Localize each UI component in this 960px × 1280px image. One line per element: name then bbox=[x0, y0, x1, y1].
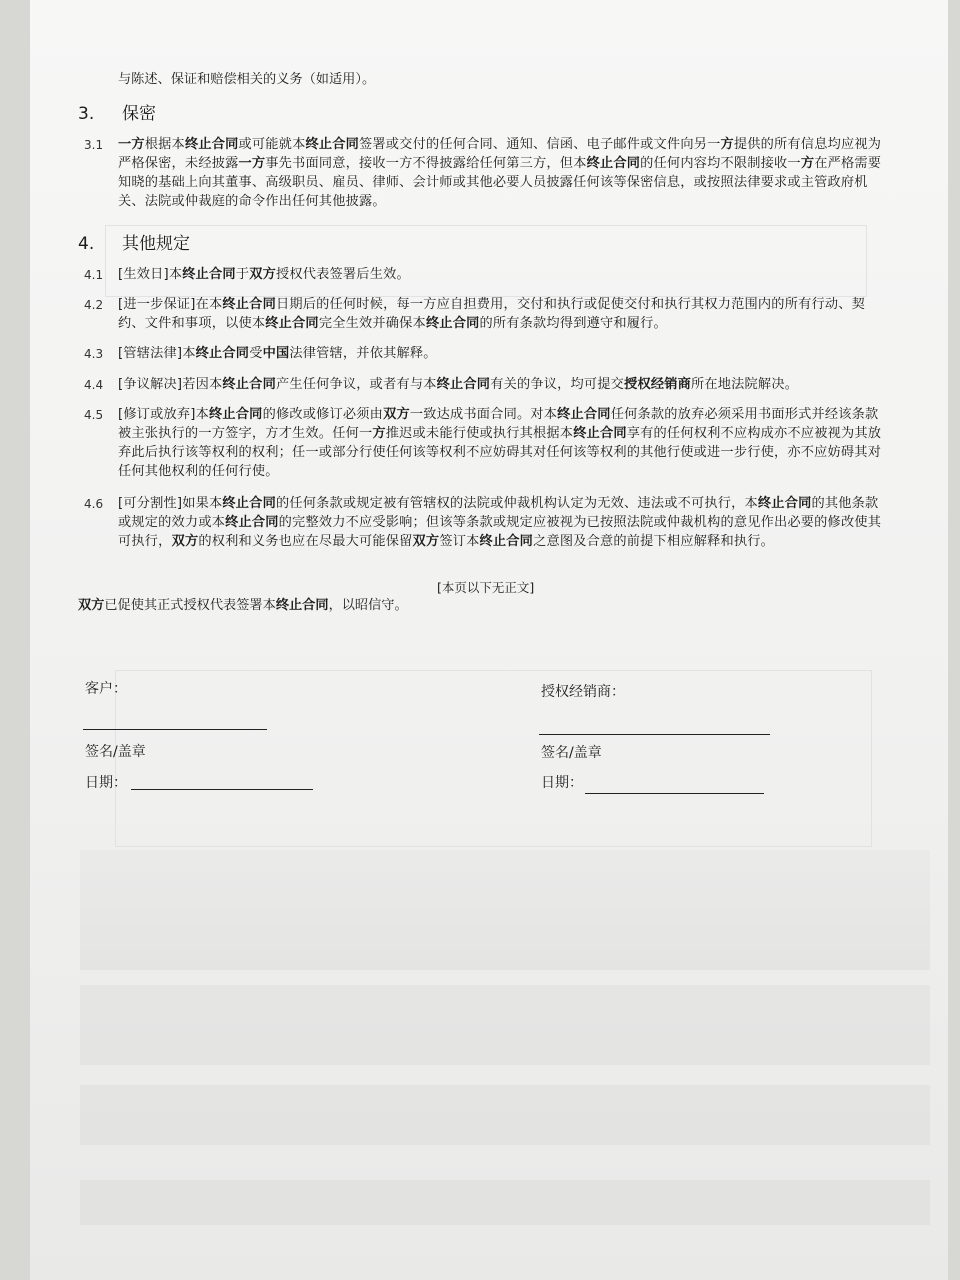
clause-4-5-text: [修订或放弃]本终止合同的修改或修订必须由双方一致达成书面合同。对本终止合同任何条款的放弃必须采用书面形式并经该条款 被主张执行的一方签字，方才生效。任何一方推迟或未能行使或执行其根据本终止合同享有的任何权利不应构成亦不应被视为其放 弃此后执行该等权利的权利；任一或部分行使任何该等权利不应妨碍其对任何该等权利的其他行使或进一步行使，亦不应妨碍其对 任何其他权利的任何行使。 bbox=[118, 407, 882, 479]
clause-number: 4.5 bbox=[84, 408, 104, 422]
intro-line: 与陈述、保证和赔偿相关的义务（如适用）。 bbox=[118, 72, 376, 87]
dealer-signature-line[interactable] bbox=[539, 734, 770, 735]
clause-3-1-text: 一方根据本终止合同或可能就本终止合同签署或交付的任何合同、通知、信函、电子邮件或文件向另一方提供的所有信息均应视为 严格保密，未经披露一方事先书面同意，接收一方不得披露给任何第三方，但本终止合同的任何内容均不限制接收一方在严格需要 知晓的基础上向其董事、高级职员、雇员、律师、会计师或其他必要人员披露任何该等保密信息，或按照法律要求或主管政府机 关、法院或仲裁庭的命令作出任何其他披露。 bbox=[118, 137, 882, 209]
clause-number: 4.2 bbox=[84, 298, 104, 312]
dealer-date-label: 日期： bbox=[541, 775, 583, 791]
customer-signature-line[interactable] bbox=[83, 729, 267, 730]
document-page bbox=[30, 0, 948, 1280]
clause-number: 4.3 bbox=[84, 347, 104, 361]
clause-4-2-text: [进一步保证]在本终止合同日期后的任何时候，每一方应自担费用，交付和执行或促使交付和执行其权力范围内的所有行动、契 约、文件和事项，以使本终止合同完全生效并确保本终止合同的所有条款均得到遵守和履行。 bbox=[118, 297, 866, 331]
bleed-through-block-4 bbox=[80, 1180, 930, 1225]
clause-number: 4.4 bbox=[84, 378, 104, 392]
clause-number: 4.6 bbox=[84, 497, 104, 511]
bleed-through-title bbox=[435, 95, 443, 113]
section-4-title: 其他规定 bbox=[122, 234, 190, 254]
bleed-through-table-2 bbox=[115, 670, 872, 847]
dealer-sign-label: 签名/盖章 bbox=[541, 745, 602, 761]
customer-label: 客户： bbox=[85, 681, 127, 697]
clause-4-6-text: [可分割性]如果本终止合同的任何条款或规定被有管辖权的法院或仲裁机构认定为无效、违法或不可执行，本终止合同的其他条款 或规定的效力或本终止合同的完整效力不应受影响；但该等条款或规定应被视为已按照法院或仲裁机构的意见作出必要的修改使其 可执行，双方的权利和义务也应在尽最大可能保留双方签订本终止合同之意图及合意的前提下相应解释和执行。 bbox=[118, 496, 882, 549]
section-3-number: 3. bbox=[78, 104, 95, 124]
bleed-through-block-3 bbox=[80, 1085, 930, 1145]
section-3-title: 保密 bbox=[122, 104, 156, 124]
dealer-label: 授权经销商： bbox=[541, 684, 625, 700]
section-4-number: 4. bbox=[78, 234, 95, 254]
clause-number: 3.1 bbox=[84, 138, 104, 152]
bleed-through-table bbox=[105, 225, 867, 297]
witness-statement: 双方已促使其正式授权代表签署本终止合同，以昭信守。 bbox=[78, 598, 408, 613]
clause-4-3-text: [管辖法律]本终止合同受中国法律管辖，并依其解释。 bbox=[118, 346, 437, 361]
bleed-through-block-2 bbox=[80, 985, 930, 1065]
customer-date-label: 日期： bbox=[85, 775, 127, 791]
bleed-through-block bbox=[80, 850, 930, 970]
clause-4-4-text: [争议解决]若因本终止合同产生任何争议，或者有与本终止合同有关的争议，均可提交授权经销商所在地法院解决。 bbox=[118, 377, 799, 392]
clause-4-1-text: [生效日]本终止合同于双方授权代表签署后生效。 bbox=[118, 267, 410, 282]
no-text-below-note: [本页以下无正文] bbox=[437, 580, 535, 595]
clause-number: 4.1 bbox=[84, 268, 104, 282]
dealer-date-line[interactable] bbox=[585, 793, 764, 794]
customer-sign-label: 签名/盖章 bbox=[85, 744, 146, 760]
customer-date-line[interactable] bbox=[131, 789, 313, 790]
